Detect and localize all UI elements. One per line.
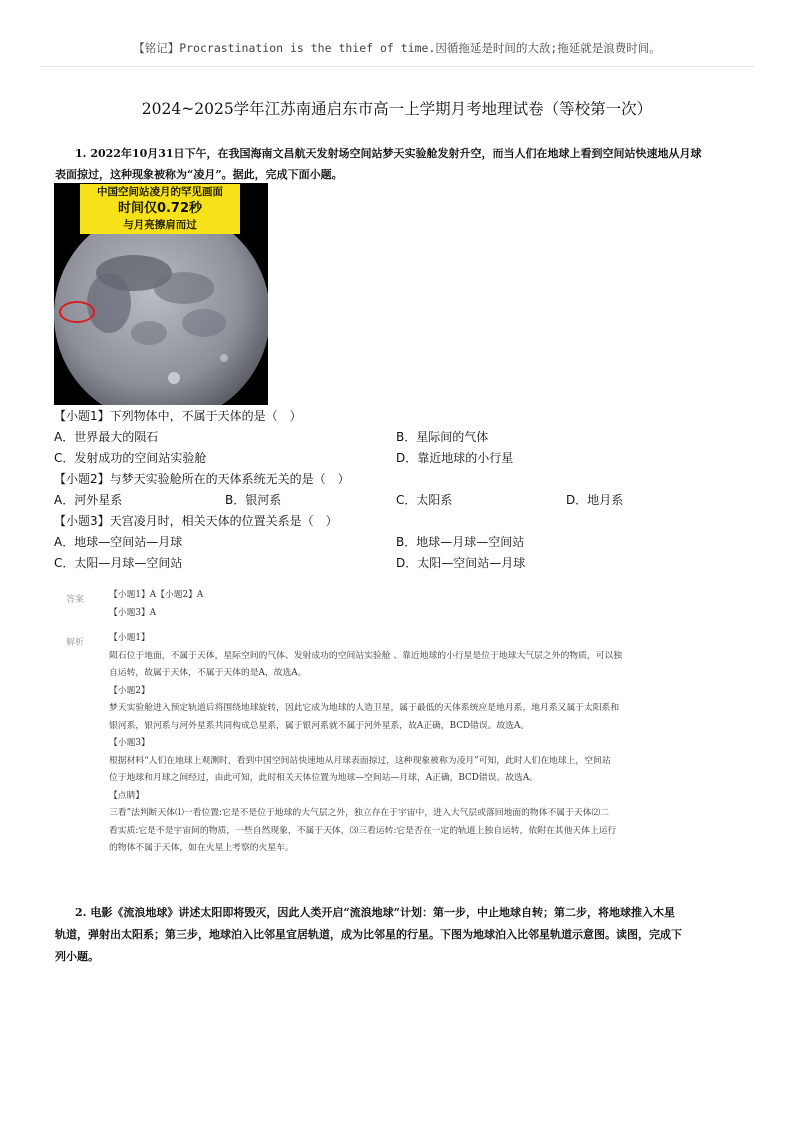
question-1-stem-line1: 2022年10月31日下午，在我国海南文昌航天发射场空间站梦天实验舱发射升空，而当人们在地球上看到空间站快速地从月球: [90, 147, 702, 160]
subquestion-3-option-b[interactable]: B．地球—月球—空间站: [396, 535, 525, 549]
moon-mare: [87, 273, 131, 333]
subquestion-3-option-a[interactable]: A．地球—空间站—月球: [54, 535, 183, 549]
question-1-number: 1.: [75, 147, 87, 160]
subquestion-1-prompt: 【小题1】下列物体中，不属于天体的是（ ）: [54, 409, 302, 423]
subquestion-3-option-c[interactable]: C．太阳—月球—空间站: [54, 556, 183, 570]
moon-mare: [154, 272, 214, 304]
analysis-line: 的物体不属于天体，如在火星上考察的火星车。: [109, 843, 294, 853]
moon-mare: [131, 321, 167, 345]
answer-line1: 【小题1】A【小题2】A: [109, 590, 204, 600]
analysis-line: 三看”法判断天体⑴一看位置:它是不是位于地球的大气层之外，独立存在于宇宙中，进入大气层或落回地面的物体不属于天体⑵二: [109, 808, 610, 818]
motto-header: 【铭记】Procrastination is the thief of time.因循拖延是时间的大敌;拖延就是浪费时间。: [133, 41, 661, 55]
image-caption-banner: [80, 184, 240, 234]
analysis-line: 银河系，银河系与河外星系共同构成总星系，属于银河系就不属于河外星系，故A正确，BCD错误。故选A。: [109, 720, 530, 731]
subquestion-1-option-b[interactable]: B．星际间的气体: [396, 430, 489, 444]
analysis-block: [109, 630, 739, 858]
analysis-line: 位于地球和月球之间经过，由此可知，此时相关天体位置为地球—空间站—月球，A正确，BCD错误。故选A。: [109, 773, 538, 783]
analysis-line: 【小题3】: [109, 738, 150, 748]
analysis-line: 【点睛】: [109, 790, 145, 801]
analysis-line: 【小题2】: [109, 685, 150, 696]
moon-mare: [182, 309, 226, 337]
question-2-number: 2.: [75, 906, 87, 919]
analysis-line: 根据材料“人们在地球上观测时，看到中国空间站快速地从月球表面掠过，这种现象被称为凌月”可知，此时人们在地球上，空间站: [109, 755, 611, 766]
subquestion-2-option-d[interactable]: D．地月系: [566, 493, 624, 507]
moon-transit-image: [54, 183, 268, 405]
subquestion-2-option-c[interactable]: C．太阳系: [396, 493, 453, 507]
subquestion-1-option-d[interactable]: D．靠近地球的小行星: [396, 451, 514, 465]
analysis-line: 自运转，故属于天体，不属于天体的是A，故选A。: [109, 668, 307, 678]
moon-crater: [220, 354, 228, 362]
banner-line2: 时间仅0.72秒: [117, 201, 203, 216]
answer-label: 答案: [66, 595, 85, 605]
subquestion-3-prompt: 【小题3】天宫凌月时，相关天体的位置关系是（ ）: [54, 514, 338, 528]
header-divider: [40, 66, 754, 67]
analysis-line: 【小题1】: [109, 633, 150, 643]
question-2-stem-line1: 电影《流浪地球》讲述太阳即将毁灭，因此人类开启“流浪地球”计划：第一步，中止地球自转；第二步，将地球推入木星: [90, 906, 675, 919]
subquestion-3-option-d[interactable]: D．太阳—空间站—月球: [396, 556, 526, 570]
subquestion-1-option-c[interactable]: C．发射成功的空间站实验舱: [54, 451, 207, 465]
moon-disc: [54, 207, 268, 405]
analysis-line: 梦天实验舱进入预定轨道后将围绕地球旋转，因此它成为地球的人造卫星，属于最低的天体系统应是地月系，地月系又属于太阳系和: [109, 703, 620, 713]
question-1-stem: [55, 143, 745, 185]
banner-line3: 与月亮擦肩而过: [123, 219, 197, 231]
banner-line1: 中国空间站凌月的罕见画面: [97, 186, 223, 198]
subquestion-2-prompt: 【小题2】与梦天实验舱所在的天体系统无关的是（ ）: [54, 472, 350, 486]
subquestion-2-option-b[interactable]: B．银河系: [225, 493, 282, 507]
answer-line2: 【小题3】A: [109, 608, 157, 618]
analysis-line: 看实质:它是不是宇宙间的物质，一些自然现象，不属于天体，⑶三看运转:它是否在一定的轨道上独自运转，依附在其他天体上运行: [109, 825, 617, 836]
question-1-stem-line2: 表面掠过，这种现象被称为“凌月”。据此，完成下面小题。: [55, 168, 343, 181]
subquestion-2-option-a[interactable]: A．河外星系: [54, 493, 123, 507]
page-title: 2024~2025学年江苏南通启东市高一上学期月考地理试卷（等校第一次）: [141, 100, 653, 118]
analysis-line: 陨石位于地面，不属于天体，星际空间的气体、发射成功的空间站实验舱 、靠近地球的小行星是位于地球大气层之外的物质，可以独: [109, 650, 623, 661]
moon-crater: [168, 372, 180, 384]
question-2-stem-line3: 列小题。: [55, 950, 99, 963]
subquestion-1-option-a[interactable]: A．世界最大的陨石: [54, 430, 159, 444]
question-2-stem: [55, 902, 745, 968]
analysis-label: 解析: [66, 638, 85, 648]
question-2-stem-line2: 轨道，弹射出太阳系；第三步，地球泊入比邻星宜居轨道，成为比邻星的行星。下图为地球泊入比邻星轨道示意图。读图，完成下: [55, 928, 682, 941]
